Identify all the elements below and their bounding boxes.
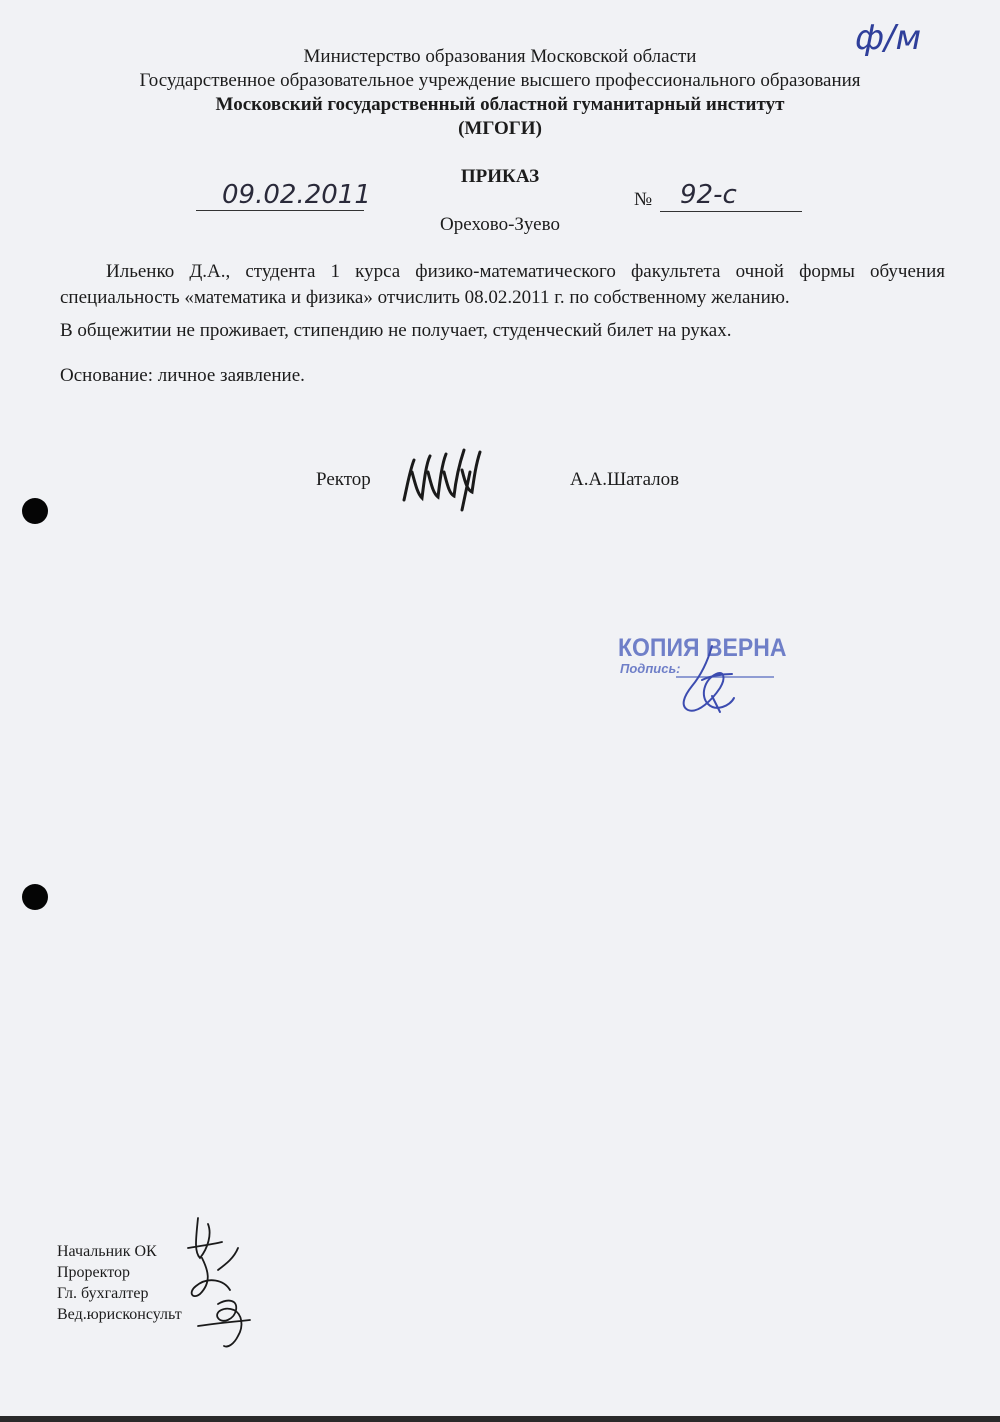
- approval-item: Начальник ОК: [57, 1243, 157, 1260]
- punch-hole-bottom: [22, 884, 48, 910]
- approval-item: Проректор: [57, 1264, 130, 1281]
- order-paragraph-1: Ильенко Д.А., студента 1 курса физико-математического факультета очной формы обучения специальность «математика и физика» отчислить 08.02.2011 г. по собственному желанию.: [60, 261, 945, 308]
- order-city: Орехово-Зуево: [440, 214, 560, 235]
- corner-handwritten-note: ф/м: [855, 18, 922, 58]
- order-paragraph-2: В общежитии не проживает, стипендию не получает, студенческий билет на руках.: [60, 320, 732, 341]
- stamp-signature-icon: [672, 640, 752, 720]
- number-sign: №: [634, 189, 653, 210]
- order-date: 09.02.2011: [222, 180, 371, 210]
- signature-position: Ректор: [316, 469, 371, 490]
- signature-name: А.А.Шаталов: [570, 469, 680, 490]
- approval-item: Гл. бухгалтер: [57, 1285, 149, 1302]
- date-underline: [196, 210, 364, 211]
- number-underline: [660, 211, 802, 212]
- stamp-signature-label: Подпись:: [620, 661, 681, 676]
- ministry-line: Министерство образования Московской области: [303, 46, 697, 67]
- institution-type-line: Государственное образовательное учреждение высшего профессионального образования: [139, 70, 861, 91]
- certified-copy-stamp: КОПИЯ ВЕРНА: [618, 634, 787, 662]
- institute-abbreviation: (МГОГИ): [458, 118, 542, 139]
- approvals-list: [57, 1241, 182, 1325]
- order-basis: Основание: личное заявление.: [60, 365, 305, 386]
- order-number: 92-с: [680, 180, 737, 210]
- punch-hole-top: [22, 498, 48, 524]
- approval-item: Вед.юрисконсульт: [57, 1306, 182, 1323]
- rector-signature-icon: [398, 442, 488, 512]
- scan-bottom-edge: [0, 1416, 1000, 1422]
- institute-name: Московский государственный областной гуманитарный институт: [215, 94, 785, 115]
- approval-signatures-icon: [178, 1208, 268, 1358]
- order-title: ПРИКАЗ: [460, 166, 540, 187]
